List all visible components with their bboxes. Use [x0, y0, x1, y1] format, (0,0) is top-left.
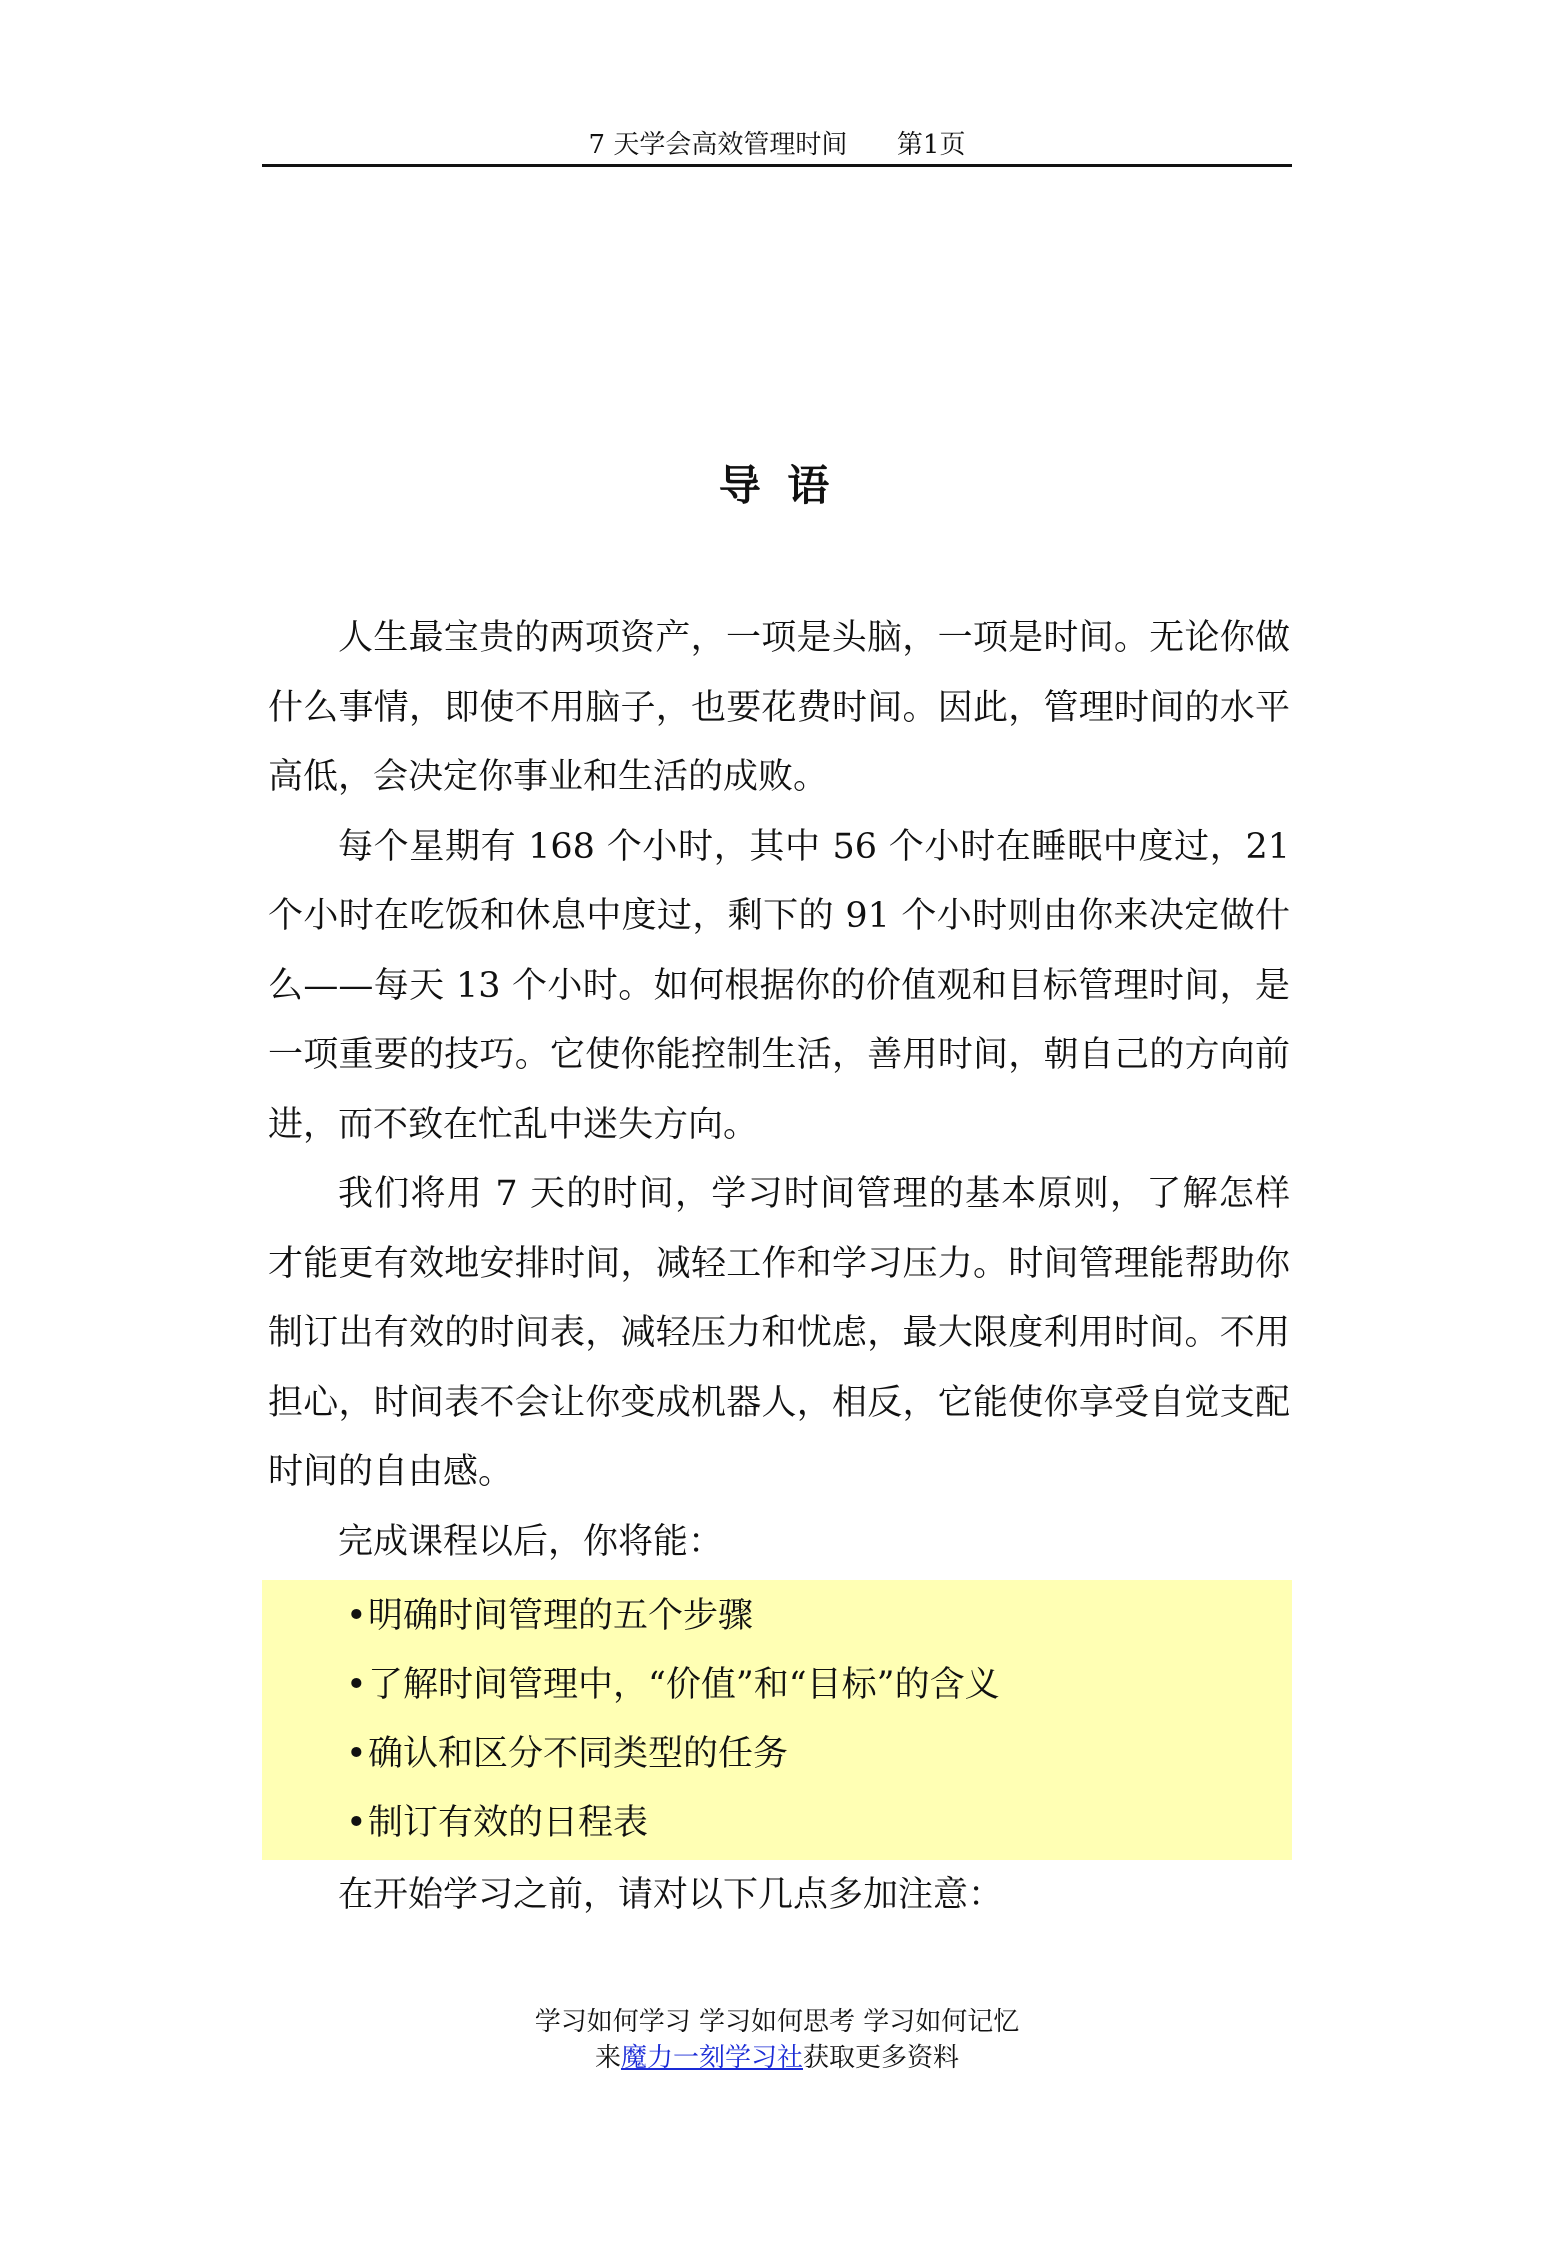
footer-source-line [262, 2040, 1292, 2076]
objective-text: 确认和区分不同类型的任务 [368, 1734, 789, 1774]
objective-item [346, 1582, 753, 1652]
header-divider [262, 164, 1292, 167]
paragraph-outcomes-lead: 完成课程以后，你将能： [338, 1521, 724, 1562]
footer-link[interactable]: 魔力一刻学习社 [620, 2043, 803, 2073]
objective-text: 制订有效的日程表 [368, 1803, 649, 1843]
objectives-highlight-box [262, 1580, 1292, 1860]
bullet-icon: • [346, 1803, 367, 1843]
bullet-icon: • [346, 1596, 367, 1636]
section-title: 导 语 [718, 461, 836, 510]
body-text [268, 604, 1290, 1577]
footer-suffix: 获取更多资料 [803, 2043, 960, 2073]
paragraph-intro: 人生最宝贵的两项资产，一项是头脑，一项是时间。无论你做什么事情，即使不用脑子，也要花费时间。因此，管理时间的水平高低，会决定你事业和生活的成败。 [268, 618, 1290, 797]
objective-item [346, 1720, 788, 1790]
bullet-icon: • [346, 1734, 367, 1774]
page-footer [262, 2004, 1292, 2076]
objective-item [346, 1789, 648, 1859]
objective-item [346, 1651, 1000, 1721]
objective-text: 明确时间管理的五个步骤 [368, 1596, 754, 1636]
footer-tagline: 学习如何学习 学习如何思考 学习如何记忆 [534, 2007, 1020, 2037]
paragraph-hours: 每个星期有 168 个小时，其中 56 个小时在睡眠中度过，21 个小时在吃饭和休息中度过，剩下的 91 个小时则由你来决定做什么——每天 13 个小时。如何根据你的价值观和目标管理时间，是一项重要的技巧。它使你能控制生活，善用时间，朝自己的方向前进，而不致在忙乱中迷失方向。 [268, 826, 1290, 1145]
running-header: 7 天学会高效管理时间 第1页 [588, 130, 966, 160]
bullet-icon: • [346, 1665, 367, 1705]
paragraph-plan: 我们将用 7 天的时间，学习时间管理的基本原则，了解怎样才能更有效地安排时间，减轻工作和学习压力。时间管理能帮助你制订出有效的时间表，减轻压力和忧虑，最大限度利用时间。不用担心，时间表不会让你变成机器人，相反，它能使你享受自觉支配时间的自由感。 [268, 1174, 1290, 1492]
footer-prefix: 来 [594, 2043, 621, 2073]
objective-text: 了解时间管理中，“价值”和“目标”的含义 [368, 1665, 1000, 1705]
paragraph-before-start: 在开始学习之前，请对以下几点多加注意： [338, 1875, 1004, 1915]
